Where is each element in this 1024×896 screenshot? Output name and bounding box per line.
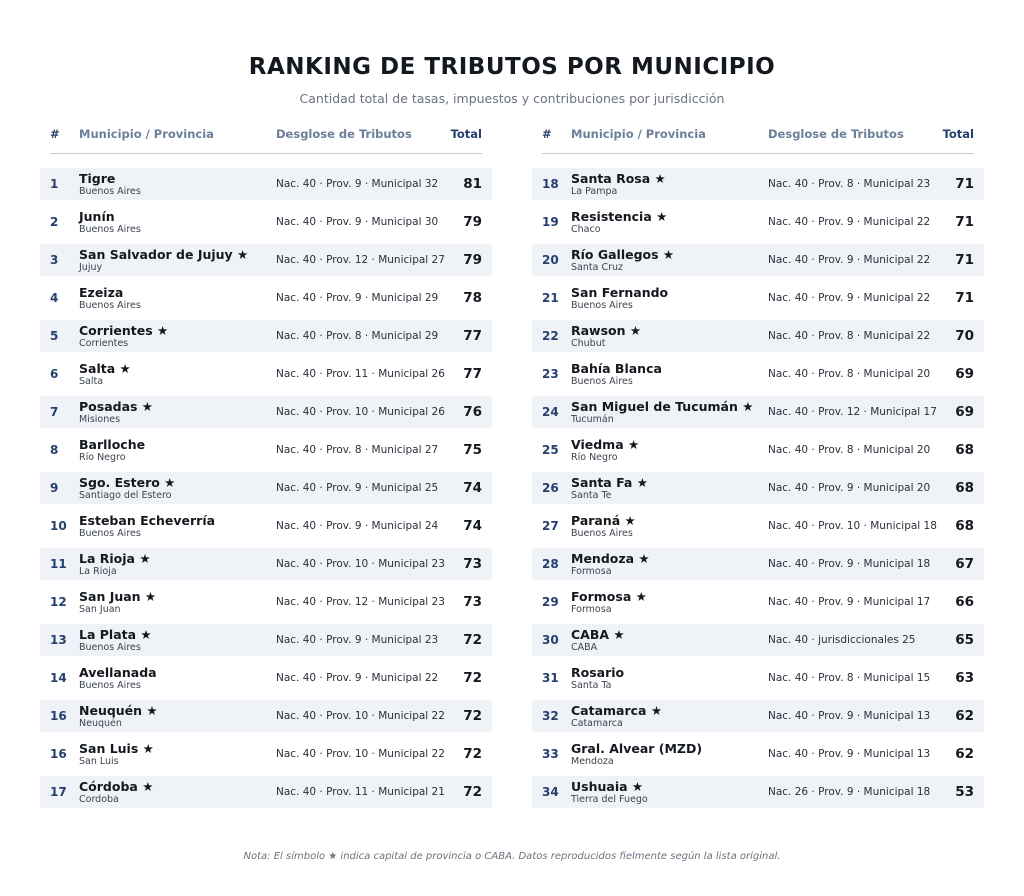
tax-breakdown: Nac. 40 · Prov. 9 · Municipal 22 [276, 672, 439, 684]
municipality-name: La Rioja ★ [79, 551, 151, 566]
row-total: 77 [463, 366, 482, 382]
municipality-name: Santa Fa ★ [571, 475, 648, 490]
table-row [532, 776, 984, 808]
municipality-name: Córdoba ★ [79, 779, 154, 794]
tax-breakdown: Nac. 40 · Prov. 12 · Municipal 23 [276, 596, 445, 608]
row-total: 72 [463, 746, 482, 762]
row-rank: 8 [50, 443, 59, 457]
table-row [40, 738, 492, 770]
table-row [532, 586, 984, 618]
row-municipality [79, 323, 168, 350]
row-total: 66 [955, 594, 974, 610]
table-row [40, 206, 492, 238]
row-rank: 2 [50, 215, 59, 229]
tax-breakdown: Nac. 40 · Prov. 10 · Municipal 18 [768, 520, 937, 532]
table-row [40, 434, 492, 466]
row-total: 72 [463, 632, 482, 648]
municipality-name: Barlloche [79, 437, 146, 452]
row-total: 68 [955, 518, 974, 534]
tax-breakdown: Nac. 40 · Prov. 9 · Municipal 22 [768, 292, 931, 304]
row-municipality [571, 247, 674, 274]
row-total: 68 [955, 480, 974, 496]
row-municipality [79, 171, 141, 198]
municipality-name: Esteban Echeverría [79, 513, 216, 528]
table-row [40, 586, 492, 618]
province-name: San Juan [79, 604, 121, 615]
municipality-name: San Fernando [571, 285, 669, 300]
province-name: Cordoba [79, 794, 119, 805]
municipality-name: Junín [79, 209, 115, 224]
row-rank: 26 [542, 481, 559, 495]
province-name: Buenos Aires [79, 642, 141, 653]
row-rank: 20 [542, 253, 559, 267]
header-municipality: Municipio / Provincia [79, 127, 214, 141]
footnote: Nota: El símbolo ★ indica capital de provincia o CABA. Datos reproducidos fielmente según la lista original. [243, 851, 781, 862]
province-name: Río Negro [79, 452, 126, 463]
row-total: 63 [955, 670, 974, 686]
row-rank: 9 [50, 481, 59, 495]
province-name: Neuquén [79, 718, 122, 729]
row-total: 74 [463, 518, 482, 534]
municipality-name: Bahía Blanca [571, 361, 662, 376]
table-row [532, 662, 984, 694]
province-name: Chaco [571, 224, 601, 235]
table-row [532, 244, 984, 276]
row-municipality [79, 589, 156, 616]
municipality-name: Paraná ★ [571, 513, 636, 528]
municipality-name: Mendoza ★ [571, 551, 650, 566]
row-rank: 18 [542, 177, 559, 191]
province-name: Buenos Aires [571, 528, 633, 539]
row-rank: 1 [50, 177, 59, 191]
ranking-table-left [40, 120, 492, 814]
row-total: 68 [955, 442, 974, 458]
row-rank: 19 [542, 215, 559, 229]
row-rank: 12 [50, 595, 67, 609]
row-total: 70 [955, 328, 974, 344]
row-rank: 17 [50, 785, 67, 799]
table-row [532, 548, 984, 580]
row-total: 79 [463, 214, 482, 230]
municipality-name: Viedma ★ [571, 437, 640, 452]
municipality-name: Ushuaia ★ [571, 779, 644, 794]
table-row [532, 206, 984, 238]
tax-breakdown: Nac. 40 · Prov. 12 · Municipal 27 [276, 254, 445, 266]
province-name: Buenos Aires [79, 528, 141, 539]
province-name: Río Negro [571, 452, 618, 463]
row-rank: 4 [50, 291, 59, 305]
row-total: 71 [955, 290, 974, 306]
row-municipality [571, 437, 639, 464]
province-name: Tierra del Fuego [571, 794, 648, 805]
row-rank: 32 [542, 709, 559, 723]
row-total: 72 [463, 784, 482, 800]
row-municipality [571, 513, 636, 540]
row-total: 78 [463, 290, 482, 306]
row-municipality [571, 399, 753, 426]
tax-breakdown: Nac. 40 · Prov. 9 · Municipal 23 [276, 634, 439, 646]
row-total: 72 [463, 708, 482, 724]
tax-breakdown: Nac. 40 · Prov. 9 · Municipal 13 [768, 748, 931, 760]
table-row [532, 434, 984, 466]
province-name: CABA [571, 642, 598, 653]
tax-breakdown: Nac. 40 · Prov. 9 · Municipal 22 [768, 216, 931, 228]
municipality-name: Avellanada [79, 665, 157, 680]
tax-breakdown: Nac. 40 · Prov. 9 · Municipal 24 [276, 520, 439, 532]
row-municipality [571, 171, 666, 198]
province-name: La Rioja [79, 566, 117, 577]
table-row [532, 624, 984, 656]
tax-breakdown: Nac. 40 · Prov. 10 · Municipal 22 [276, 710, 445, 722]
ranking-table-right [532, 120, 984, 814]
row-rank: 34 [542, 785, 559, 799]
tax-breakdown: Nac. 26 · Prov. 9 · Municipal 18 [768, 786, 931, 798]
tax-breakdown: Nac. 40 · Prov. 10 · Municipal 23 [276, 558, 445, 570]
page-subtitle: Cantidad total de tasas, impuestos y contribuciones por jurisdicción [299, 91, 725, 106]
table-row [40, 700, 492, 732]
municipality-name: La Plata ★ [79, 627, 152, 642]
province-name: Formosa [571, 566, 612, 577]
table-row [40, 282, 492, 314]
table-row [40, 548, 492, 580]
row-rank: 23 [542, 367, 559, 381]
province-name: Buenos Aires [571, 300, 633, 311]
province-name: Misiones [79, 414, 121, 425]
row-municipality [571, 779, 648, 806]
table-row [40, 396, 492, 428]
municipality-name: Sgo. Estero ★ [79, 475, 176, 490]
row-municipality [79, 513, 215, 540]
row-municipality [571, 703, 662, 730]
row-total: 81 [463, 176, 482, 192]
tax-breakdown: Nac. 40 · Prov. 9 · Municipal 18 [768, 558, 931, 570]
municipality-name: San Miguel de Tucumán ★ [571, 399, 754, 414]
province-name: Buenos Aires [79, 224, 141, 235]
table-header [50, 120, 482, 154]
municipality-name: Neuquén ★ [79, 703, 158, 718]
tax-breakdown: Nac. 40 · Prov. 11 · Municipal 26 [276, 368, 445, 380]
tax-breakdown: Nac. 40 · Prov. 9 · Municipal 30 [276, 216, 439, 228]
tax-breakdown: Nac. 40 · Prov. 9 · Municipal 17 [768, 596, 931, 608]
municipality-name: San Salvador de Jujuy ★ [79, 247, 249, 262]
tax-breakdown: Nac. 40 · Prov. 12 · Municipal 17 [768, 406, 937, 418]
row-rank: 33 [542, 747, 559, 761]
province-name: Santiago del Estero [79, 490, 172, 501]
tax-breakdown: Nac. 40 · Prov. 8 · Municipal 23 [768, 178, 931, 190]
row-rank: 31 [542, 671, 559, 685]
row-rank: 16 [50, 747, 67, 761]
row-rank: 30 [542, 633, 559, 647]
row-municipality [571, 361, 662, 388]
tax-breakdown: Nac. 40 · Prov. 10 · Municipal 26 [276, 406, 445, 418]
municipality-name: Rosario [571, 665, 625, 680]
row-total: 79 [463, 252, 482, 268]
table-body [532, 168, 984, 808]
province-name: Buenos Aires [79, 300, 141, 311]
table-row [532, 168, 984, 200]
row-total: 75 [463, 442, 482, 458]
table-row [40, 510, 492, 542]
row-rank: 14 [50, 671, 67, 685]
municipality-name: Ezeiza [79, 285, 124, 300]
municipality-name: Formosa ★ [571, 589, 647, 604]
row-total: 62 [955, 746, 974, 762]
tax-breakdown: Nac. 40 · Prov. 11 · Municipal 21 [276, 786, 445, 798]
tax-breakdown: Nac. 40 · Prov. 9 · Municipal 25 [276, 482, 439, 494]
row-municipality [571, 323, 641, 350]
row-total: 71 [955, 214, 974, 230]
row-rank: 29 [542, 595, 559, 609]
table-header [542, 120, 974, 154]
province-name: Corrientes [79, 338, 129, 349]
table-row [532, 510, 984, 542]
header-breakdown: Desglose de Tributos [276, 127, 412, 141]
province-name: Chubut [571, 338, 606, 349]
header-total: Total [942, 127, 974, 141]
row-rank: 28 [542, 557, 559, 571]
row-municipality [79, 437, 145, 464]
row-total: 62 [955, 708, 974, 724]
row-rank: 27 [542, 519, 559, 533]
tax-breakdown: Nac. 40 · Prov. 9 · Municipal 13 [768, 710, 931, 722]
row-municipality [79, 285, 141, 312]
table-row [532, 700, 984, 732]
municipality-name: Río Gallegos ★ [571, 247, 675, 262]
header-municipality: Municipio / Provincia [571, 127, 706, 141]
row-rank: 13 [50, 633, 67, 647]
row-municipality [571, 285, 668, 312]
row-municipality [571, 741, 702, 768]
row-total: 73 [463, 556, 482, 572]
table-row [532, 738, 984, 770]
row-municipality [571, 627, 625, 654]
row-total: 67 [955, 556, 974, 572]
tax-breakdown: Nac. 40 · Prov. 9 · Municipal 32 [276, 178, 439, 190]
row-total: 76 [463, 404, 482, 420]
province-name: Buenos Aires [79, 186, 141, 197]
row-rank: 6 [50, 367, 59, 381]
municipality-name: San Juan ★ [79, 589, 157, 604]
row-total: 69 [955, 366, 974, 382]
table-row [40, 472, 492, 504]
page-title: RANKING DE TRIBUTOS POR MUNICIPIO [248, 54, 776, 80]
province-name: La Pampa [571, 186, 618, 197]
row-total: 53 [955, 784, 974, 800]
row-rank: 7 [50, 405, 59, 419]
province-name: Formosa [571, 604, 612, 615]
province-name: Santa Cruz [571, 262, 623, 273]
header-breakdown: Desglose de Tributos [768, 127, 904, 141]
table-row [40, 320, 492, 352]
row-rank: 16 [50, 709, 67, 723]
province-name: Tucumán [571, 414, 614, 425]
header-rank: # [50, 127, 60, 141]
tax-breakdown: Nac. 40 · jurisdiccionales 25 [768, 634, 916, 646]
row-municipality [79, 779, 153, 806]
row-municipality [79, 741, 154, 768]
municipality-name: Santa Rosa ★ [571, 171, 666, 186]
province-name: San Luis [79, 756, 119, 767]
row-municipality [79, 551, 151, 578]
row-total: 72 [463, 670, 482, 686]
row-rank: 3 [50, 253, 59, 267]
row-municipality [79, 209, 141, 236]
row-municipality [571, 589, 647, 616]
row-municipality [571, 475, 648, 502]
row-total: 73 [463, 594, 482, 610]
table-row [40, 662, 492, 694]
municipality-name: Catamarca ★ [571, 703, 663, 718]
row-municipality [79, 399, 153, 426]
municipality-name: Posadas ★ [79, 399, 154, 414]
municipality-name: Rawson ★ [571, 323, 642, 338]
table-body [40, 168, 492, 808]
municipality-name: CABA ★ [571, 627, 625, 642]
row-total: 69 [955, 404, 974, 420]
tax-breakdown: Nac. 40 · Prov. 8 · Municipal 15 [768, 672, 931, 684]
tax-breakdown: Nac. 40 · Prov. 8 · Municipal 29 [276, 330, 439, 342]
province-name: Catamarca [571, 718, 623, 729]
municipality-name: Corrientes ★ [79, 323, 169, 338]
municipality-name: Gral. Alvear (MZD) [571, 741, 703, 756]
tax-breakdown: Nac. 40 · Prov. 8 · Municipal 20 [768, 368, 931, 380]
municipality-name: Tigre [79, 171, 116, 186]
row-total: 77 [463, 328, 482, 344]
province-name: Buenos Aires [79, 680, 141, 691]
province-name: Buenos Aires [571, 376, 633, 387]
row-municipality [79, 665, 157, 692]
row-total: 74 [463, 480, 482, 496]
row-total: 65 [955, 632, 974, 648]
province-name: Santa Te [571, 490, 612, 501]
province-name: Jujuy [79, 262, 103, 273]
row-rank: 5 [50, 329, 59, 343]
header-rank: # [542, 127, 552, 141]
table-row [40, 358, 492, 390]
tax-breakdown: Nac. 40 · Prov. 10 · Municipal 22 [276, 748, 445, 760]
table-row [40, 776, 492, 808]
municipality-name: Resistencia ★ [571, 209, 668, 224]
table-row [40, 168, 492, 200]
row-municipality [571, 665, 624, 692]
row-total: 71 [955, 176, 974, 192]
table-row [532, 396, 984, 428]
table-row [532, 282, 984, 314]
tax-breakdown: Nac. 40 · Prov. 9 · Municipal 29 [276, 292, 439, 304]
tax-breakdown: Nac. 40 · Prov. 8 · Municipal 20 [768, 444, 931, 456]
table-row [532, 472, 984, 504]
row-municipality [79, 627, 152, 654]
tax-breakdown: Nac. 40 · Prov. 8 · Municipal 22 [768, 330, 931, 342]
row-rank: 24 [542, 405, 559, 419]
tax-breakdown: Nac. 40 · Prov. 8 · Municipal 27 [276, 444, 439, 456]
header-total: Total [450, 127, 482, 141]
row-rank: 21 [542, 291, 559, 305]
tax-breakdown: Nac. 40 · Prov. 9 · Municipal 20 [768, 482, 931, 494]
row-rank: 10 [50, 519, 67, 533]
row-municipality [79, 475, 175, 502]
province-name: Salta [79, 376, 104, 387]
table-row [532, 358, 984, 390]
tax-breakdown: Nac. 40 · Prov. 9 · Municipal 22 [768, 254, 931, 266]
municipality-name: Salta ★ [79, 361, 131, 376]
row-rank: 11 [50, 557, 67, 571]
table-row [40, 624, 492, 656]
row-municipality [79, 247, 248, 274]
row-municipality [79, 703, 158, 730]
row-rank: 25 [542, 443, 559, 457]
row-municipality [571, 551, 650, 578]
table-row [40, 244, 492, 276]
province-name: Mendoza [571, 756, 614, 767]
province-name: Santa Ta [571, 680, 612, 691]
row-rank: 22 [542, 329, 559, 343]
table-row [532, 320, 984, 352]
municipality-name: San Luis ★ [79, 741, 154, 756]
row-municipality [571, 209, 667, 236]
row-total: 71 [955, 252, 974, 268]
row-municipality [79, 361, 131, 388]
